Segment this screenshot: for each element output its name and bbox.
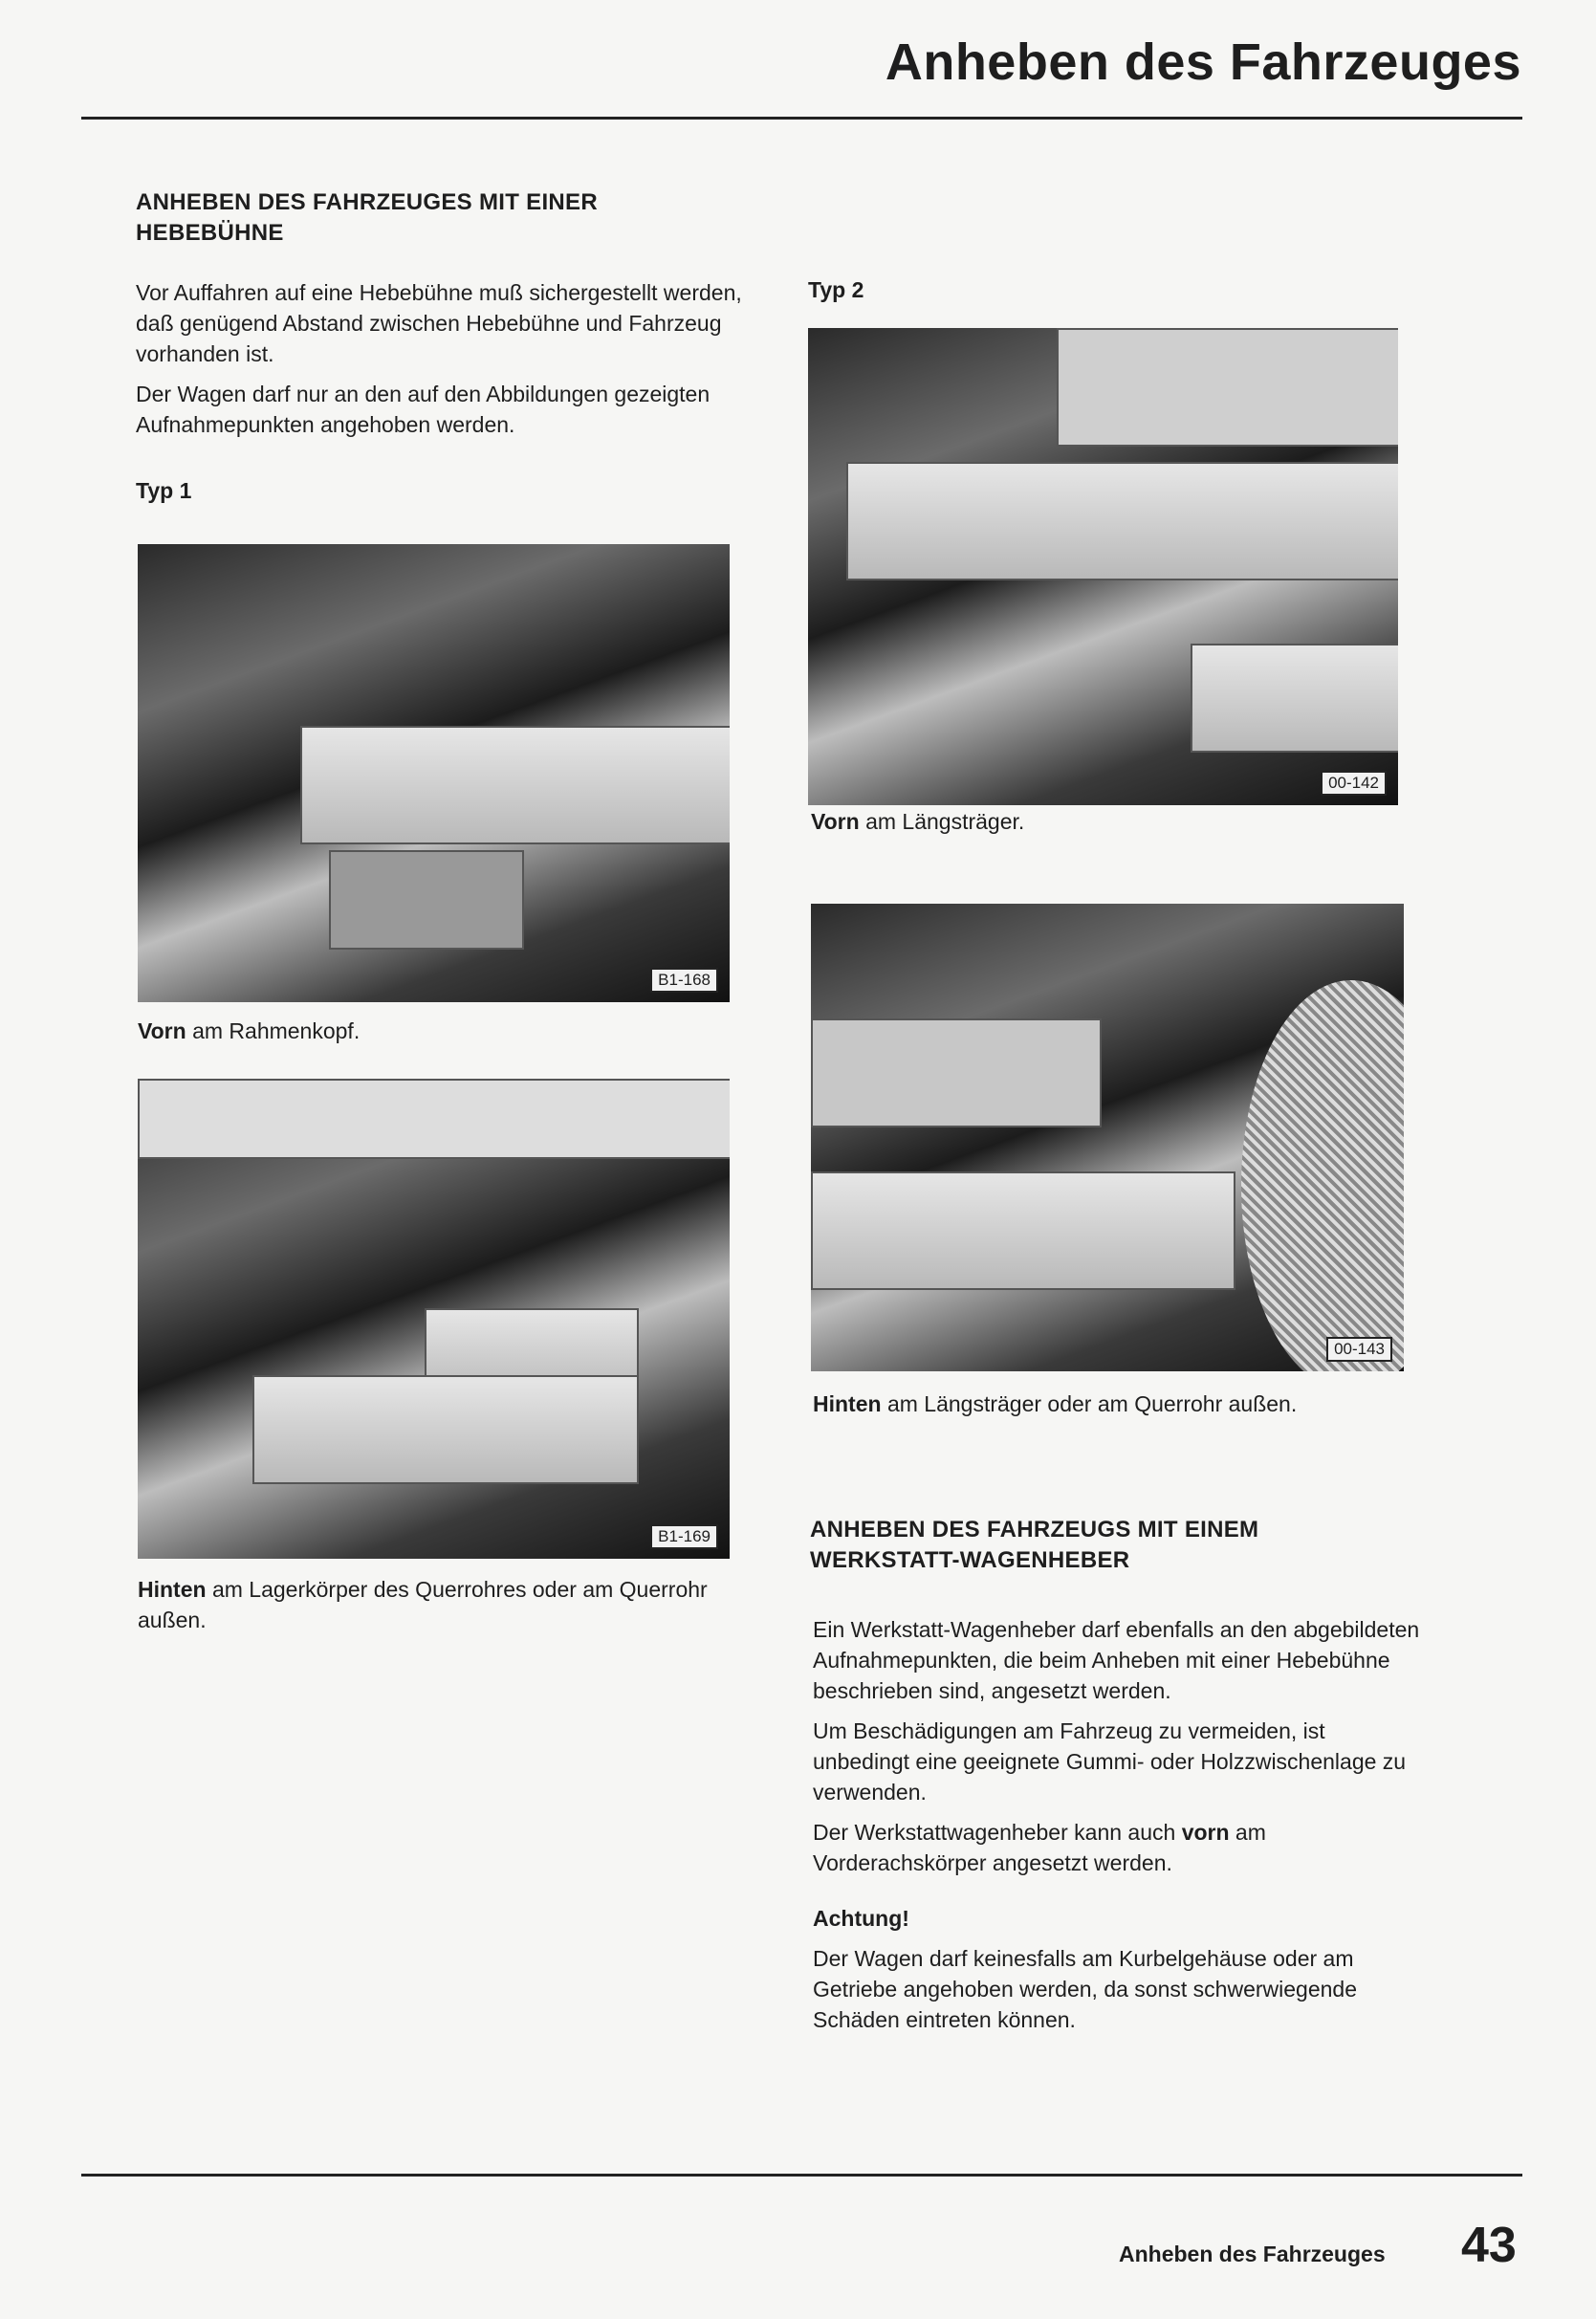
figure-tag: B1-169 bbox=[650, 1524, 718, 1549]
figure-caption bbox=[811, 806, 1024, 837]
photo-rear-bearing bbox=[138, 1079, 730, 1559]
caption-bold: Vorn bbox=[138, 1018, 186, 1043]
photo-rear-longitudinal bbox=[811, 904, 1404, 1371]
section-heading-hebebuehne bbox=[136, 187, 598, 249]
paragraph: Um Beschädigungen am Fahrzeug zu vermeiden, ist unbedingt eine geeignete Gummi- oder Holzzwischenlage zu verwenden. bbox=[813, 1718, 1407, 1805]
photo-front-frame-head bbox=[138, 544, 730, 1002]
figure-tag: 00-143 bbox=[1326, 1337, 1392, 1362]
caption-text: am Längsträger. bbox=[859, 809, 1025, 834]
header-rule bbox=[81, 117, 1522, 120]
warning-text: Der Wagen darf keinesfalls am Kurbelgehäuse oder am Getriebe angehoben werden, da sonst schwerwiegende Schäden eintreten können. bbox=[813, 1946, 1357, 2032]
caption-bold: Vorn bbox=[811, 809, 860, 834]
type-label-1: Typ 1 bbox=[136, 478, 192, 503]
figure-caption bbox=[813, 1389, 1297, 1419]
figure-tag: 00-142 bbox=[1321, 771, 1387, 796]
paragraph: Der Wagen darf nur an den auf den Abbildungen gezeigten Aufnahmepunkten angehoben werden. bbox=[136, 382, 711, 437]
page-number: 43 bbox=[1461, 2218, 1517, 2273]
caption-text: am Lagerkörper des Querrohres oder am Querrohr außen. bbox=[138, 1577, 708, 1632]
paragraph bbox=[813, 1817, 1425, 1878]
figure-caption bbox=[138, 1016, 360, 1046]
caption-text: am Längsträger oder am Querrohr außen. bbox=[881, 1391, 1298, 1416]
caption-text: am Rahmenkopf. bbox=[186, 1018, 361, 1043]
warning-title: Achtung! bbox=[813, 1906, 909, 1931]
heading-line: ANHEBEN DES FAHRZEUGS MIT EINEM bbox=[810, 1517, 1259, 1542]
heading-line: ANHEBEN DES FAHRZEUGES MIT EINER bbox=[136, 189, 598, 215]
figure-tag: B1-168 bbox=[650, 968, 718, 993]
caption-bold: Hinten bbox=[138, 1577, 207, 1602]
heading-line: WERKSTATT-WAGENHEBER bbox=[810, 1547, 1130, 1573]
photo-front-longitudinal bbox=[808, 328, 1398, 805]
heading-line: HEBEBÜHNE bbox=[136, 220, 284, 246]
paragraph: Vor Auffahren auf eine Hebebühne muß sichergestellt werden, daß genügend Abstand zwischen Hebebühne und Fahrzeug vorhanden ist. bbox=[136, 280, 742, 366]
section-heading-wagenheber bbox=[810, 1515, 1258, 1576]
page-title: Anheben des Fahrzeuges bbox=[885, 33, 1521, 91]
figure-caption bbox=[138, 1574, 731, 1635]
bold-text: vorn bbox=[1181, 1820, 1230, 1845]
text: Der Werkstattwagenheber kann auch bbox=[813, 1820, 1182, 1845]
footer-section: Anheben des Fahrzeuges bbox=[1119, 2242, 1386, 2266]
text: am Vorderachskörper angesetzt werden. bbox=[813, 1820, 1266, 1875]
type-label-2: Typ 2 bbox=[808, 277, 864, 302]
footer-rule bbox=[81, 2174, 1522, 2177]
caption-bold: Hinten bbox=[813, 1391, 882, 1416]
paragraph: Ein Werkstatt-Wagenheber darf ebenfalls an den abgebildeten Aufnahmepunkten, die beim Anheben mit einer Hebebühne beschrieben sind, angesetzt werden. bbox=[813, 1617, 1420, 1703]
